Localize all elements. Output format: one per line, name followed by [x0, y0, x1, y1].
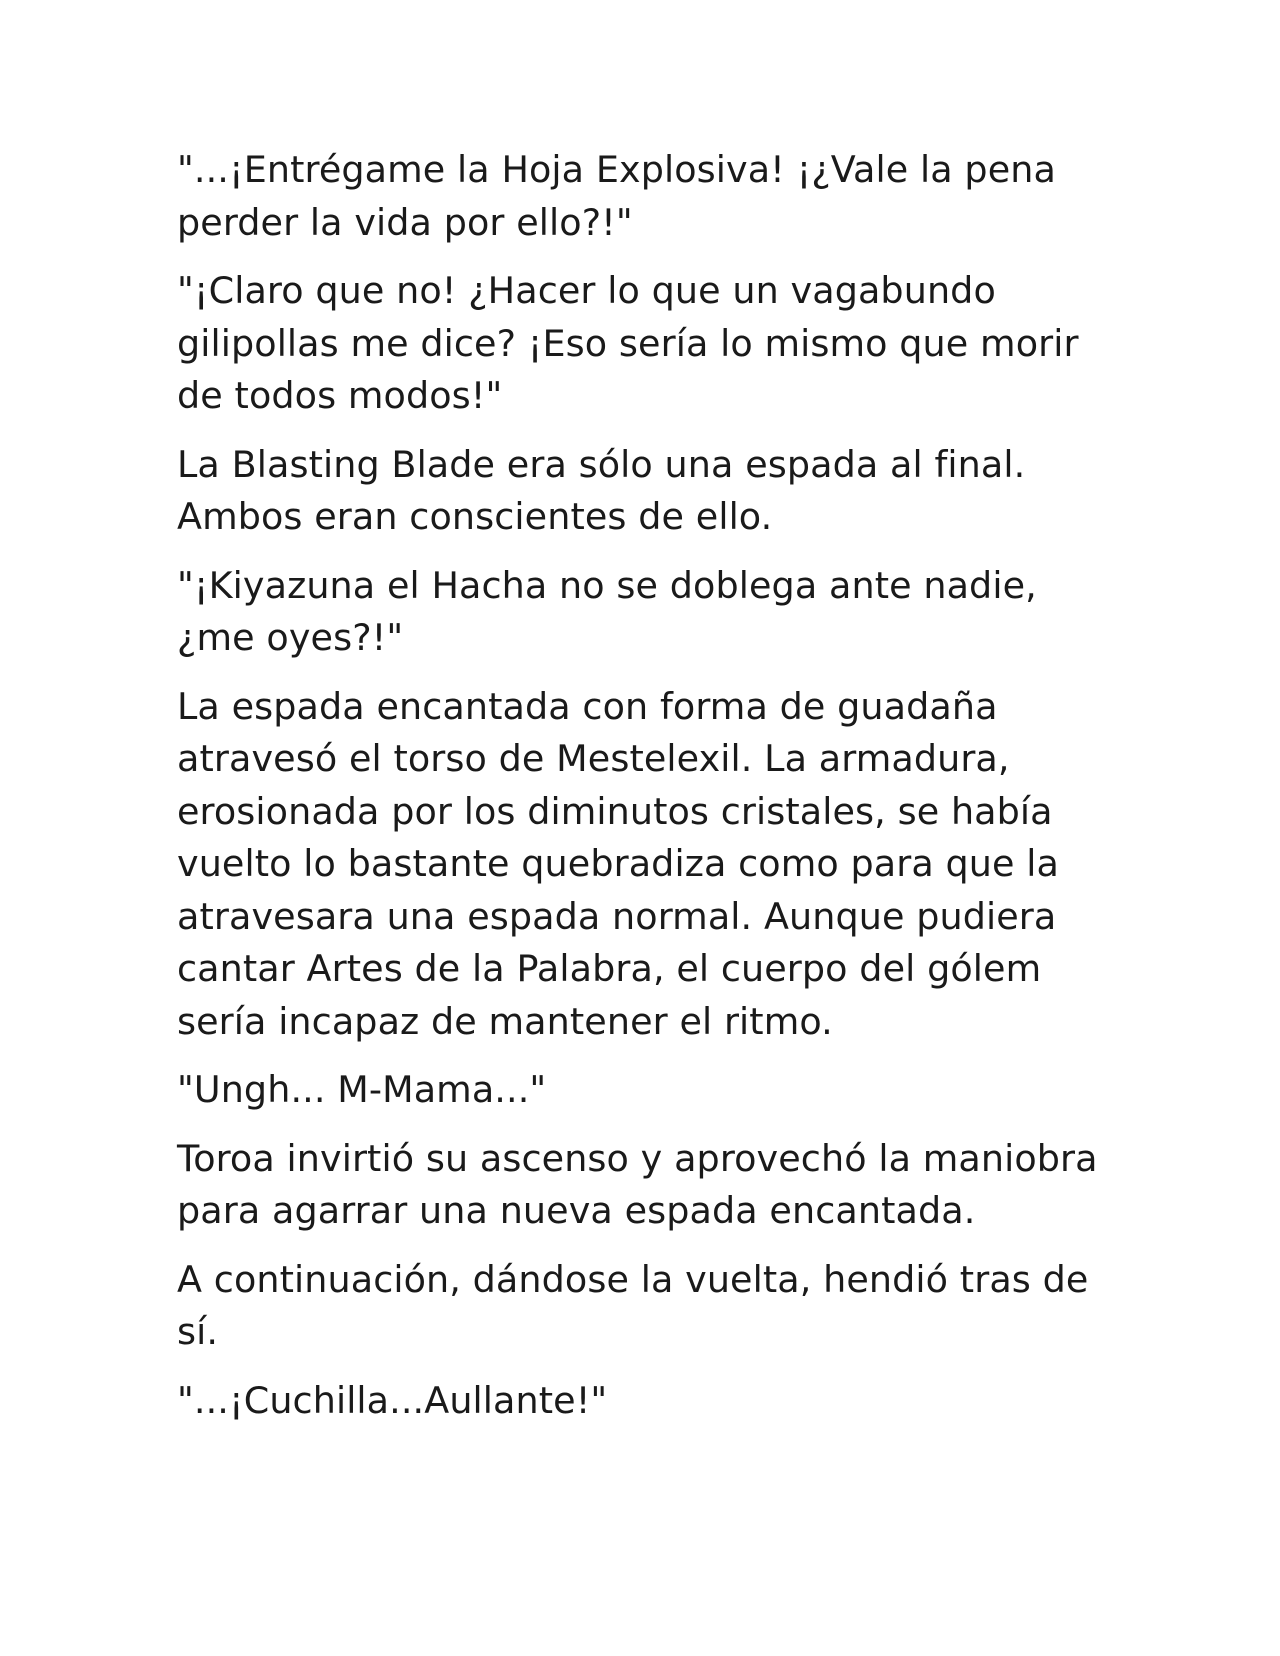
paragraph-6: "Ungh... M-Mama..." [177, 1068, 547, 1111]
paragraph-9: "...¡Cuchilla...Aullante!" [177, 1378, 608, 1422]
paragraph-5: La espada encantada con forma de guadaña atravesó el torso de Mestelexil. La armadura, erosionada por los diminutos cristales, se había vuelto lo bastante quebradiza como para que la atravesara una espada normal. Aunque pudiera cantar Artes de la Palabra, el cuerpo del gólem sería incapaz de mantener el ritmo. [177, 684, 1059, 1043]
story-text [177, 144, 1107, 1443]
paragraph-3: La Blasting Blade era sólo una espada al final. Ambos eran conscientes de ello. [177, 442, 1026, 538]
paragraph-4: "¡Kiyazuna el Hacha no se doblega ante nadie, ¿me oyes?!" [177, 563, 1037, 659]
paragraph-1: "...¡Entrégame la Hoja Explosiva! ¡¿Vale la pena perder la vida por ello?!" [177, 148, 1056, 244]
paragraph-7: Toroa invirtió su ascenso y aprovechó la maniobra para agarrar una nueva espada encantada. [177, 1136, 1098, 1232]
paragraph-8: A continuación, dándose la vuelta, hendió tras de sí. [177, 1257, 1089, 1353]
paragraph-2: "¡Claro que no! ¿Hacer lo que un vagabundo gilipollas me dice? ¡Eso sería lo mismo que morir de todos modos!" [177, 269, 1079, 417]
